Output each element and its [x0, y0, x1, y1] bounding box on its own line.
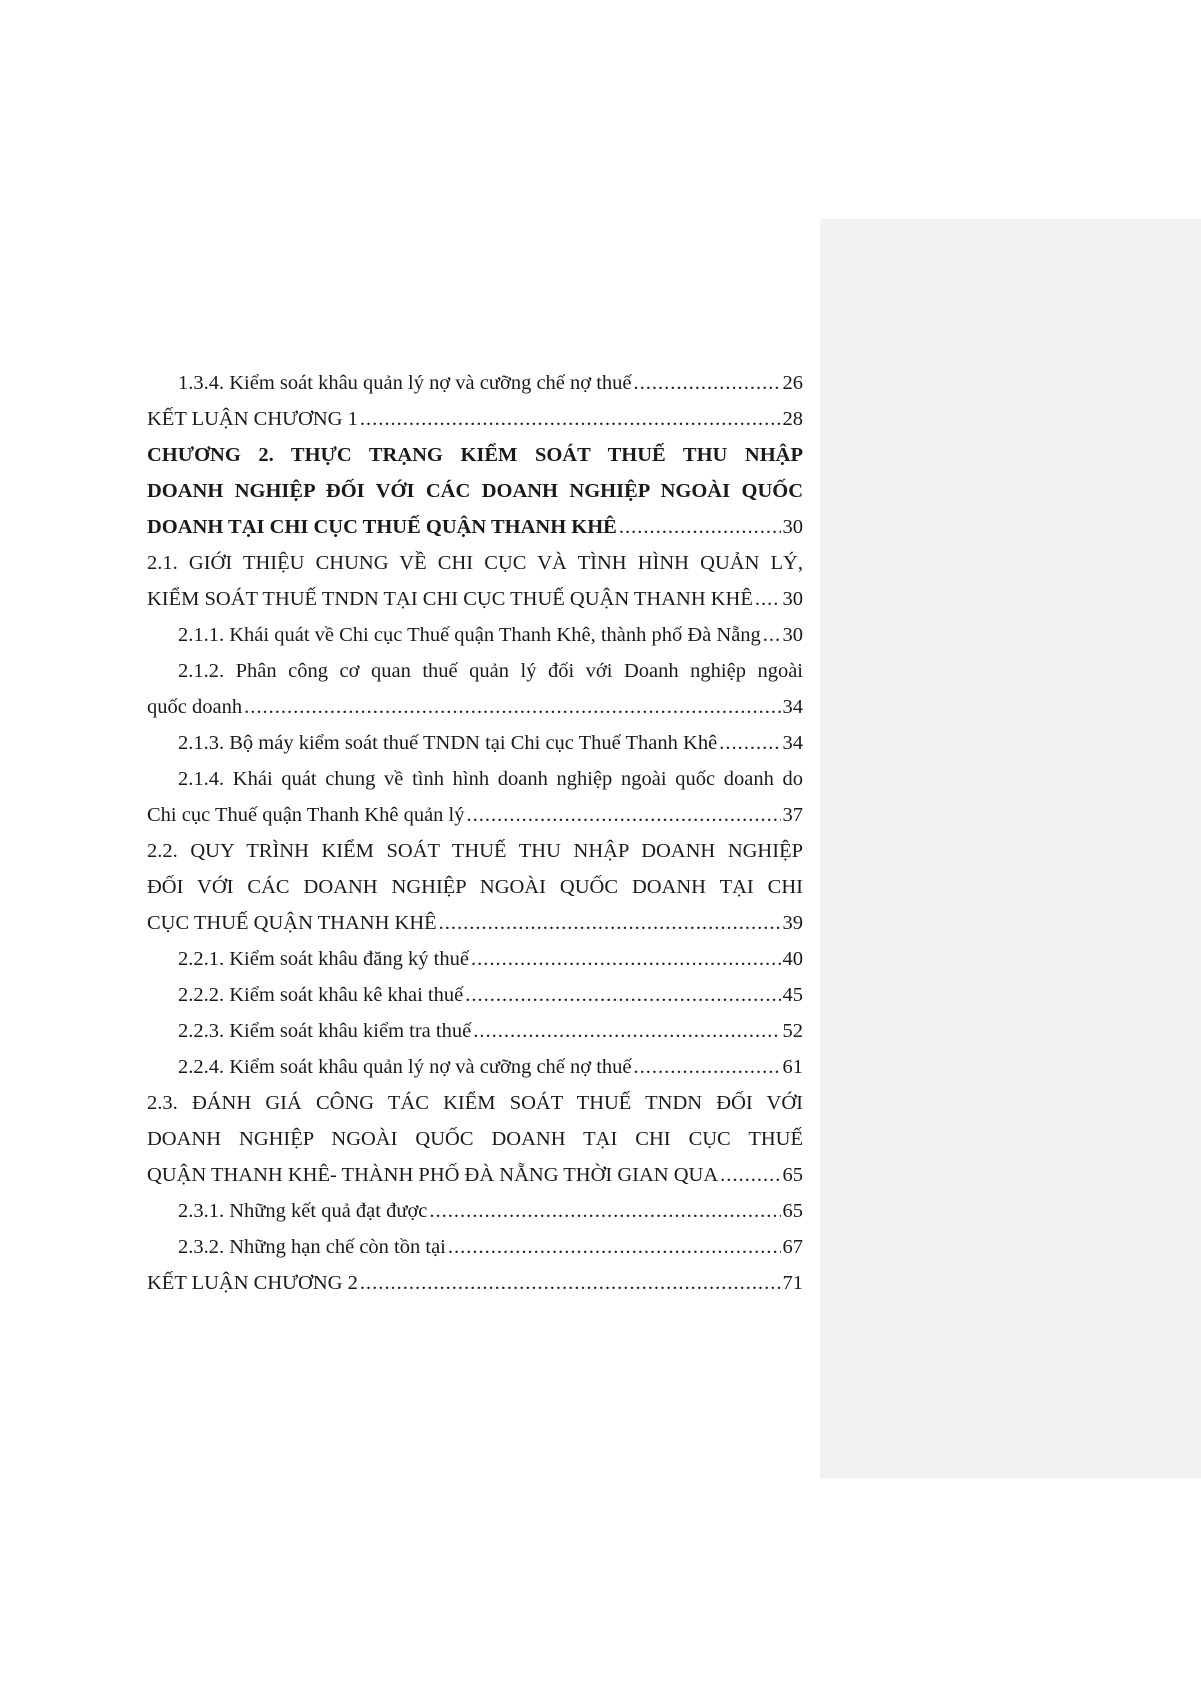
toc-entry[interactable]	[147, 653, 803, 689]
toc-page-number: 45	[782, 984, 803, 1006]
toc-page-number: 30	[782, 624, 803, 646]
toc-entry-title: KIỂM SOÁT THUẾ TNDN TẠI CHI CỤC THUẾ QUẬN THANH KHÊ	[147, 588, 753, 610]
dot-leader	[465, 977, 780, 1013]
toc-entry[interactable]	[147, 1121, 803, 1157]
toc-entry-title: DOANH NGHIỆP ĐỐI VỚI CÁC DOANH NGHIỆP NGOÀI QUỐC	[147, 480, 803, 502]
toc-entry[interactable]	[147, 977, 803, 1013]
toc-entry[interactable]	[147, 833, 803, 869]
dot-leader	[619, 509, 781, 545]
toc-page-number: 65	[782, 1164, 803, 1186]
dot-leader	[755, 581, 781, 617]
toc-entry[interactable]	[147, 1229, 803, 1265]
toc-entry-title: 2.1.3. Bộ máy kiểm soát thuế TNDN tại Chi cục Thuế Thanh Khê	[178, 732, 718, 754]
dot-leader	[429, 1193, 780, 1229]
dot-leader	[634, 365, 781, 401]
toc-page-number: 30	[782, 516, 803, 538]
toc-page-number: 37	[782, 804, 803, 826]
dot-leader	[634, 1049, 781, 1085]
toc-entry-title: 2.2.2. Kiểm soát khâu kê khai thuế	[178, 984, 464, 1006]
toc-entry-title: 2.3. ĐÁNH GIÁ CÔNG TÁC KIỂM SOÁT THUẾ TNDN ĐỐI VỚI	[147, 1092, 803, 1114]
toc-entry[interactable]	[147, 473, 803, 509]
dot-leader	[360, 1265, 781, 1301]
toc-entry[interactable]	[147, 689, 803, 725]
toc-entry-title: 2.1.1. Khái quát về Chi cục Thuế quận Thanh Khê, thành phố Đà Nẵng	[178, 624, 761, 646]
toc-entry[interactable]	[147, 905, 803, 941]
toc-page-number: 34	[782, 696, 803, 718]
dot-leader	[439, 905, 781, 941]
toc-page-number: 40	[782, 948, 803, 970]
dot-leader	[763, 617, 781, 653]
dot-leader	[360, 401, 781, 437]
toc-entry[interactable]	[147, 1265, 803, 1301]
comment-pane	[820, 219, 1201, 1478]
toc-entry[interactable]	[147, 869, 803, 905]
toc-page-number: 39	[782, 912, 803, 934]
toc-entry[interactable]	[147, 797, 803, 833]
toc-page-number: 61	[782, 1056, 803, 1078]
toc-page-number: 65	[782, 1200, 803, 1222]
toc-page-number: 67	[782, 1236, 803, 1258]
toc-entry[interactable]	[147, 1193, 803, 1229]
toc-entry-title: KẾT LUẬN CHƯƠNG 1	[147, 408, 358, 430]
toc-entry-title: DOANH TẠI CHI CỤC THUẾ QUẬN THANH KHÊ	[147, 516, 617, 538]
toc-entry[interactable]	[147, 401, 803, 437]
toc-entry-title: CỤC THUẾ QUẬN THANH KHÊ	[147, 912, 437, 934]
dot-leader	[720, 1157, 780, 1193]
toc-entry-title: 1.3.4. Kiểm soát khâu quản lý nợ và cưỡng chế nợ thuế	[178, 372, 632, 394]
toc-page-number: 34	[782, 732, 803, 754]
toc-entry[interactable]	[147, 1049, 803, 1085]
toc-entry-title: CHƯƠNG 2. THỰC TRẠNG KIỂM SOÁT THUẾ THU NHẬP	[147, 444, 803, 466]
dot-leader	[244, 689, 780, 725]
toc-page-number: 28	[782, 408, 803, 430]
toc-entry-title: QUẬN THANH KHÊ- THÀNH PHỐ ĐÀ NẴNG THỜI GIAN QUA	[147, 1164, 719, 1186]
dot-leader	[719, 725, 780, 761]
toc-entry-title: 2.2.1. Kiểm soát khâu đăng ký thuế	[178, 948, 469, 970]
toc-entry[interactable]	[147, 761, 803, 797]
toc-entry[interactable]	[147, 437, 803, 473]
toc-entry[interactable]	[147, 545, 803, 581]
toc-entry-title: 2.1.4. Khái quát chung về tình hình doanh nghiệp ngoài quốc doanh do	[178, 768, 803, 790]
dot-leader	[467, 797, 781, 833]
toc-entry[interactable]	[147, 1157, 803, 1193]
toc-entry[interactable]	[147, 941, 803, 977]
toc-entry-title: quốc doanh	[147, 696, 243, 718]
toc-entry-title: DOANH NGHIỆP NGOÀI QUỐC DOANH TẠI CHI CỤC THUẾ	[147, 1128, 803, 1150]
toc-page-number: 71	[782, 1272, 803, 1294]
toc-entry-title: 2.3.1. Những kết quả đạt được	[178, 1200, 428, 1222]
dot-leader	[473, 1013, 780, 1049]
toc-entry-title: 2.2. QUY TRÌNH KIỂM SOÁT THUẾ THU NHẬP DOANH NGHIỆP	[147, 840, 803, 862]
toc-entry[interactable]	[147, 581, 803, 617]
toc-entry[interactable]	[147, 509, 803, 545]
dot-leader	[448, 1229, 781, 1265]
toc-entry[interactable]	[147, 1085, 803, 1121]
toc-entry-title: ĐỐI VỚI CÁC DOANH NGHIỆP NGOÀI QUỐC DOANH TẠI CHI	[147, 876, 803, 898]
table-of-contents	[147, 365, 803, 1301]
toc-entry[interactable]	[147, 617, 803, 653]
toc-entry-title: 2.2.3. Kiểm soát khâu kiểm tra thuế	[178, 1020, 472, 1042]
toc-entry[interactable]	[147, 1013, 803, 1049]
toc-entry-title: 2.2.4. Kiểm soát khâu quản lý nợ và cưỡng chế nợ thuế	[178, 1056, 632, 1078]
toc-entry-title: Chi cục Thuế quận Thanh Khê quản lý	[147, 804, 465, 826]
toc-entry[interactable]	[147, 725, 803, 761]
toc-page-number: 30	[782, 588, 803, 610]
toc-page-number: 26	[782, 372, 803, 394]
toc-page-number: 52	[782, 1020, 803, 1042]
toc-entry-title: 2.1.2. Phân công cơ quan thuế quản lý đối với Doanh nghiệp ngoài	[178, 660, 803, 682]
toc-entry-title: KẾT LUẬN CHƯƠNG 2	[147, 1272, 358, 1294]
toc-entry[interactable]	[147, 365, 803, 401]
toc-entry-title: 2.3.2. Những hạn chế còn tồn tại	[178, 1236, 446, 1258]
dot-leader	[471, 941, 781, 977]
toc-entry-title: 2.1. GIỚI THIỆU CHUNG VỀ CHI CỤC VÀ TÌNH HÌNH QUẢN LÝ,	[147, 552, 803, 574]
